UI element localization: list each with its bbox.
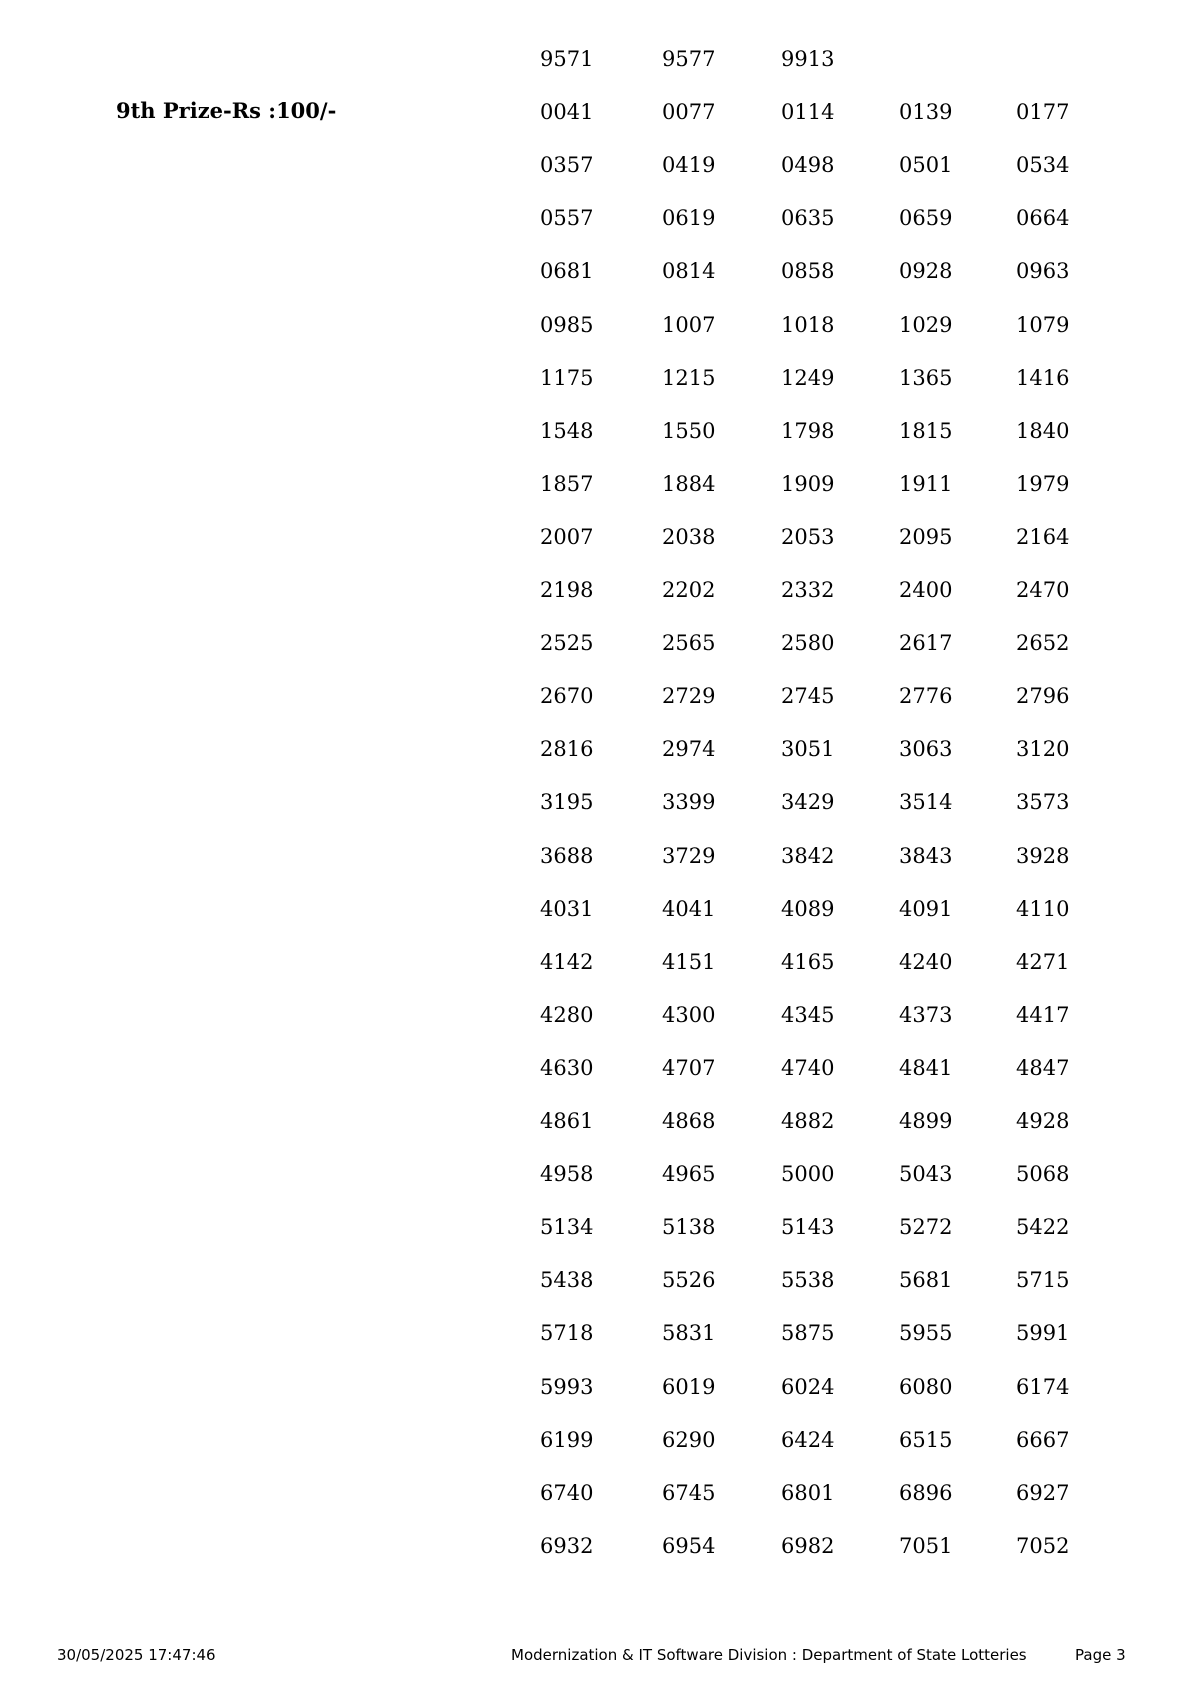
ticket-number: 6515 [899,1428,953,1452]
ticket-number: 4958 [540,1162,594,1186]
ticket-number: 2095 [899,525,953,549]
ticket-number: 0858 [781,259,835,283]
ticket-number: 6019 [662,1375,716,1399]
ticket-number: 0139 [899,100,953,124]
ticket-number: 0419 [662,153,716,177]
ticket-number: 9571 [540,47,594,71]
ticket-number: 4142 [540,950,594,974]
ticket-number: 6024 [781,1375,835,1399]
ticket-number: 1018 [781,313,835,337]
ticket-number: 5272 [899,1215,953,1239]
ticket-number: 4899 [899,1109,953,1133]
ticket-number: 0557 [540,206,594,230]
ticket-number: 4841 [899,1056,953,1080]
ticket-number: 6927 [1016,1481,1070,1505]
ticket-number: 4868 [662,1109,716,1133]
ticket-number: 2565 [662,631,716,655]
ticket-number: 0501 [899,153,953,177]
ticket-number: 6896 [899,1481,953,1505]
ticket-number: 6199 [540,1428,594,1452]
ticket-number: 4928 [1016,1109,1070,1133]
ticket-number: 6080 [899,1375,953,1399]
ticket-number: 0664 [1016,206,1070,230]
ticket-number: 5526 [662,1268,716,1292]
ticket-number: 5681 [899,1268,953,1292]
ticket-number: 6954 [662,1534,716,1558]
ticket-number: 9577 [662,47,716,71]
footer-division: Modernization & IT Software Division : Department of State Lotteries [511,1646,1027,1664]
ticket-number: 2776 [899,684,953,708]
ticket-number: 4630 [540,1056,594,1080]
ticket-number: 0077 [662,100,716,124]
ticket-number: 4091 [899,897,953,921]
ticket-number: 6667 [1016,1428,1070,1452]
ticket-number: 3514 [899,790,953,814]
ticket-number: 0963 [1016,259,1070,283]
ticket-number: 0041 [540,100,594,124]
ticket-number: 5718 [540,1321,594,1345]
ticket-number: 0177 [1016,100,1070,124]
ticket-number: 3842 [781,844,835,868]
ticket-number: 4882 [781,1109,835,1133]
ticket-number: 1911 [899,472,953,496]
ticket-number: 1416 [1016,366,1070,390]
ticket-number: 5438 [540,1268,594,1292]
ticket-number: 6801 [781,1481,835,1505]
ticket-number: 1548 [540,419,594,443]
ticket-number: 1815 [899,419,953,443]
ticket-number: 0498 [781,153,835,177]
ticket-number: 6740 [540,1481,594,1505]
ticket-number: 1979 [1016,472,1070,496]
ticket-number: 4861 [540,1109,594,1133]
ticket-number: 1029 [899,313,953,337]
ticket-number: 1007 [662,313,716,337]
prize-heading: 9th Prize-Rs :100/- [116,98,337,123]
ticket-number: 0985 [540,313,594,337]
ticket-number: 1884 [662,472,716,496]
ticket-number: 2729 [662,684,716,708]
ticket-number: 0534 [1016,153,1070,177]
ticket-number: 3843 [899,844,953,868]
ticket-number: 6745 [662,1481,716,1505]
ticket-number: 2038 [662,525,716,549]
ticket-number: 0619 [662,206,716,230]
ticket-number: 4707 [662,1056,716,1080]
ticket-number: 1550 [662,419,716,443]
ticket-number: 5831 [662,1321,716,1345]
ticket-number: 2617 [899,631,953,655]
ticket-number: 0635 [781,206,835,230]
ticket-number: 2202 [662,578,716,602]
ticket-number: 4417 [1016,1003,1070,1027]
ticket-number: 1798 [781,419,835,443]
footer-timestamp: 30/05/2025 17:47:46 [57,1646,216,1664]
ticket-number: 2670 [540,684,594,708]
ticket-number: 0114 [781,100,835,124]
ticket-number: 4165 [781,950,835,974]
ticket-number: 5715 [1016,1268,1070,1292]
ticket-number: 5422 [1016,1215,1070,1239]
ticket-number: 4965 [662,1162,716,1186]
ticket-number: 3429 [781,790,835,814]
ticket-number: 4089 [781,897,835,921]
ticket-number: 0928 [899,259,953,283]
ticket-number: 5875 [781,1321,835,1345]
ticket-number: 2796 [1016,684,1070,708]
ticket-number: 3195 [540,790,594,814]
ticket-number: 2198 [540,578,594,602]
ticket-number: 4373 [899,1003,953,1027]
ticket-number: 2525 [540,631,594,655]
ticket-number: 1840 [1016,419,1070,443]
ticket-number: 0659 [899,206,953,230]
ticket-number: 3928 [1016,844,1070,868]
ticket-number: 4345 [781,1003,835,1027]
ticket-number: 4271 [1016,950,1070,974]
ticket-number: 1857 [540,472,594,496]
ticket-number: 4151 [662,950,716,974]
ticket-number: 4240 [899,950,953,974]
ticket-number: 2053 [781,525,835,549]
ticket-number: 2332 [781,578,835,602]
ticket-number: 1365 [899,366,953,390]
ticket-number: 3573 [1016,790,1070,814]
ticket-number: 6290 [662,1428,716,1452]
ticket-number: 9913 [781,47,835,71]
ticket-number: 3688 [540,844,594,868]
ticket-number: 0357 [540,153,594,177]
ticket-number: 4031 [540,897,594,921]
ticket-number: 3120 [1016,737,1070,761]
ticket-number: 0814 [662,259,716,283]
ticket-number: 2816 [540,737,594,761]
ticket-number: 5068 [1016,1162,1070,1186]
ticket-number: 2164 [1016,525,1070,549]
ticket-number: 5991 [1016,1321,1070,1345]
ticket-number: 4041 [662,897,716,921]
ticket-number: 5538 [781,1268,835,1292]
ticket-number: 5000 [781,1162,835,1186]
ticket-number: 2580 [781,631,835,655]
ticket-number: 4300 [662,1003,716,1027]
ticket-number: 2745 [781,684,835,708]
ticket-number: 5993 [540,1375,594,1399]
ticket-number: 7052 [1016,1534,1070,1558]
ticket-number: 6982 [781,1534,835,1558]
ticket-number: 7051 [899,1534,953,1558]
ticket-number: 2652 [1016,631,1070,655]
ticket-number: 5143 [781,1215,835,1239]
ticket-number: 6424 [781,1428,835,1452]
ticket-number: 4280 [540,1003,594,1027]
ticket-number: 5043 [899,1162,953,1186]
ticket-number: 3051 [781,737,835,761]
ticket-number: 3063 [899,737,953,761]
ticket-number: 2400 [899,578,953,602]
ticket-number: 5955 [899,1321,953,1345]
ticket-number: 4847 [1016,1056,1070,1080]
ticket-number: 3729 [662,844,716,868]
ticket-number: 6932 [540,1534,594,1558]
ticket-number: 2007 [540,525,594,549]
ticket-number: 4740 [781,1056,835,1080]
ticket-number: 4110 [1016,897,1070,921]
footer-page-number: Page 3 [1075,1646,1126,1664]
ticket-number: 2470 [1016,578,1070,602]
ticket-number: 1249 [781,366,835,390]
ticket-number: 0681 [540,259,594,283]
ticket-number: 2974 [662,737,716,761]
ticket-number: 3399 [662,790,716,814]
ticket-number: 5138 [662,1215,716,1239]
ticket-number: 1215 [662,366,716,390]
ticket-number: 5134 [540,1215,594,1239]
ticket-number: 1079 [1016,313,1070,337]
ticket-number: 1175 [540,366,594,390]
ticket-number: 1909 [781,472,835,496]
ticket-number: 6174 [1016,1375,1070,1399]
